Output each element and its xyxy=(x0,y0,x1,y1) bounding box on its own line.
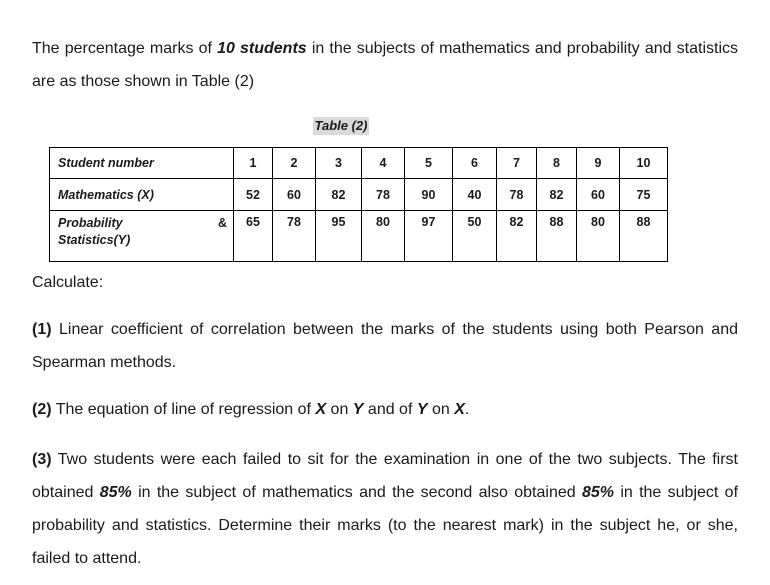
table-row xyxy=(50,179,668,211)
table-cell: 80 xyxy=(362,211,405,262)
question-2-var-y1: Y xyxy=(352,401,364,418)
table-cell: 3 xyxy=(316,148,362,179)
question-2-var-x1: X xyxy=(315,401,327,418)
table-cell: 78 xyxy=(497,179,537,211)
table-row-label: Student number xyxy=(50,148,234,179)
table-cell: 90 xyxy=(405,179,453,211)
question-3-percent-1: 85% xyxy=(99,484,132,501)
question-3-number: (3) xyxy=(32,451,52,468)
question-1-text: Linear coefficient of correlation between the marks of the students using both Pearson and Spearman methods. xyxy=(32,321,738,371)
calculate-heading: Calculate: xyxy=(32,274,104,291)
question-2-text-1: The equation of line of regression of xyxy=(51,401,316,418)
question-3-text-3: in the subject of probability and statistics. Determine their marks (to the nearest mark) in the subject he, or she, failed to attend. xyxy=(32,484,739,567)
table-cell: 80 xyxy=(577,211,620,262)
table-cell: 5 xyxy=(405,148,453,179)
intro-text-2: in the subjects of mathematics and probability and statistics are as those shown in Table (2) xyxy=(32,40,738,90)
table-row-label xyxy=(50,211,234,262)
table-cell: 40 xyxy=(453,179,497,211)
table-cell: 78 xyxy=(362,179,405,211)
question-3-percent-2: 85% xyxy=(581,484,614,501)
question-2 xyxy=(32,393,738,426)
table-caption-wrap xyxy=(32,117,738,135)
question-2-var-x2: X xyxy=(454,401,465,418)
table-cell: 1 xyxy=(234,148,273,179)
table-row-label: Mathematics (X) xyxy=(50,179,234,211)
question-1 xyxy=(32,313,738,379)
table-cell: 88 xyxy=(620,211,668,262)
marks-table xyxy=(49,147,668,262)
question-3 xyxy=(32,443,738,575)
table-cell: 78 xyxy=(273,211,316,262)
table-cell: 75 xyxy=(620,179,668,211)
table-cell: 82 xyxy=(316,179,362,211)
row-label-line-1 xyxy=(58,215,229,232)
table-cell: 60 xyxy=(577,179,620,211)
table-row xyxy=(50,211,668,262)
table-cell: 60 xyxy=(273,179,316,211)
row-label-text: Probability xyxy=(58,216,123,230)
row-label-ampersand: & xyxy=(217,216,227,230)
table-cell: 82 xyxy=(497,211,537,262)
question-1-number: (1) xyxy=(32,321,52,338)
intro-text-1: The percentage marks of xyxy=(32,40,218,57)
table-cell: 95 xyxy=(316,211,362,262)
table-cell: 10 xyxy=(620,148,668,179)
question-2-number: (2) xyxy=(32,401,52,418)
table-cell: 82 xyxy=(537,179,577,211)
table-row xyxy=(50,148,668,179)
table-cell: 50 xyxy=(453,211,497,262)
question-2-text-4: on xyxy=(427,401,455,418)
table-cell: 4 xyxy=(362,148,405,179)
table-cell: 9 xyxy=(577,148,620,179)
question-2-text-5: . xyxy=(464,401,470,418)
table-cell: 6 xyxy=(453,148,497,179)
table-caption: Table (2) xyxy=(314,118,368,133)
question-2-var-y2: Y xyxy=(416,401,428,418)
question-2-text-3: and of xyxy=(363,401,417,418)
question-3-text-1: Two students were each failed to sit for the examination in one of the two subjects. The first obtained xyxy=(32,451,738,501)
marks-table-body xyxy=(50,148,668,262)
table-cell: 2 xyxy=(273,148,316,179)
table-cell: 7 xyxy=(497,148,537,179)
row-label-line-2: Statistics(Y) xyxy=(58,233,131,247)
table-cell: 88 xyxy=(537,211,577,262)
intro-students-count: 10 students xyxy=(217,40,307,57)
question-2-text-2: on xyxy=(326,401,353,418)
intro-paragraph xyxy=(32,32,738,98)
table-cell: 97 xyxy=(405,211,453,262)
table-cell: 65 xyxy=(234,211,273,262)
question-3-text-2: in the subject of mathematics and the second also obtained xyxy=(131,484,582,501)
table-cell: 8 xyxy=(537,148,577,179)
table-cell: 52 xyxy=(234,179,273,211)
